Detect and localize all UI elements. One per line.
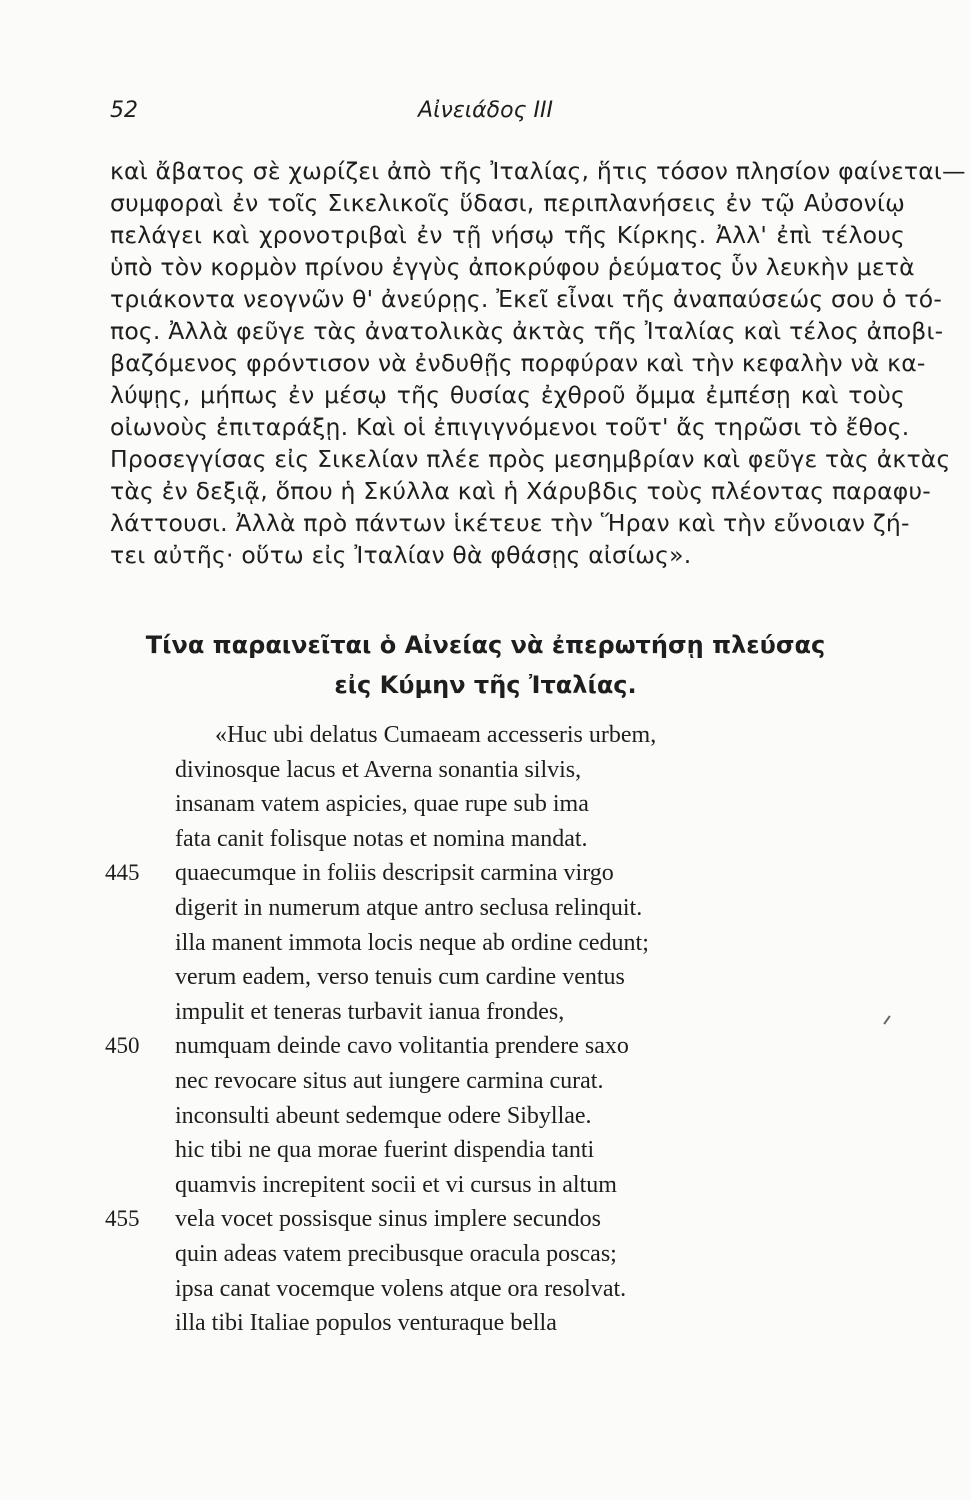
greek-line: Προσεγγίσας εἰς Σικελίαν πλέε πρὸς μεσημβρίαν καὶ φεῦγε τὰς ἀκτὰς [110,445,951,473]
verse-line [105,960,905,995]
verse-text: numquam deinde cavo volitantia prendere saxo [175,1033,629,1060]
greek-line-last: τει αὐτῆς· οὕτω εἰς Ἰταλίαν θὰ φθάσῃς αἰσίως». [110,541,692,569]
verse-line [105,822,905,857]
verse-line [105,753,905,788]
verse-text: quaecumque in foliis descripsit carmina virgo [175,860,614,887]
verse-line [105,1237,905,1272]
verse-text: hic tibi ne qua morae fuerint dispendia tanti [175,1137,595,1164]
verse-text: inconsulti abeunt sedemque odere Sibyllae. [175,1102,592,1129]
verse-line [105,1133,905,1168]
verse-line [105,787,905,822]
greek-line: τὰς ἐν δεξιᾷ, ὅπου ἡ Σκύλλα καὶ ἡ Χάρυβδις τοὺς πλέοντας παραφυ- [110,477,931,505]
verse-line [105,1168,905,1203]
line-number: 455 [105,1206,140,1232]
greek-line: τριάκοντα νεογνῶν θ' ἀνεύρῃς. Ἐκεῖ εἶναι τῆς ἀναπαύσεώς σου ὁ τό- [110,285,943,313]
greek-line: πελάγει καὶ χρονοτριβαὶ ἐν τῇ νήσῳ τῆς Κίρκης. Ἀλλ' ἐπὶ τέλους [110,221,905,249]
greek-line: βαζόμενος φρόντισον νὰ ἐνδυθῇς πορφύραν καὶ τὴν κεφαλὴν νὰ κα- [110,349,926,377]
greek-line: ὑπὸ τὸν κορμὸν πρίνου ἐγγὺς ἀποκρύφου ῥεύματος ὗν λευκὴν μετὰ [110,253,915,281]
verse-text: verum eadem, verso tenuis cum cardine ventus [175,964,625,991]
greek-line: λάττουσι. Ἀλλὰ πρὸ πάντων ἱκέτευε τὴν Ἥραν καὶ τὴν εὔνοιαν ζή- [110,509,910,537]
verse-line [105,1202,905,1237]
verse-text: «Huc ubi delatus Cumaeam accesseris urbem, [215,722,657,748]
verse-text: quamvis increpitent socii et vi cursus in altum [175,1171,617,1198]
verse-line [105,995,905,1030]
greek-prose-paragraph [110,155,966,571]
section-heading [0,625,971,705]
verse-line [105,856,905,891]
page-number: 52 [110,98,138,123]
verse-text: illa tibi Italiae populos venturaque bella [175,1310,557,1337]
greek-line: καὶ ἄβατος σὲ χωρίζει ἀπὸ τῆς Ἰταλίας, ἥτις τόσον πλησίον φαίνεται— [110,157,966,185]
greek-line: οἰωνοὺς ἐπιταράξῃ. Καὶ οἱ ἐπιγιγνόμενοι τοῦτ' ἄς τηρῶσι τὸ ἔθος. [110,413,910,441]
verse-text: illa manent immota locis neque ab ordine cedunt; [175,929,649,956]
verse-line [105,718,905,753]
verse-text: insanam vatem aspicies, quae rupe sub ima [175,791,589,818]
verse-line [105,1099,905,1134]
verse-text: ipsa canat vocemque volens atque ora resolvat. [175,1275,627,1302]
greek-line: λύψῃς, μήπως ἐν μέσῳ τῆς θυσίας ἐχθροῦ ὄμμα ἐμπέσῃ καὶ τοὺς [110,381,905,409]
greek-line: συμφοραὶ ἐν τοῖς Σικελικοῖς ὕδασι, περιπλανήσεις ἐν τῷ Αὐσονίῳ [110,189,905,217]
verse-text: fata canit folisque notas et nomina mandat. [175,825,588,852]
verse-line [105,1306,905,1341]
verse-text: quin adeas vatem precibusque oracula poscas; [175,1240,617,1267]
verse-text: digerit in numerum atque antro seclusa relinquit. [175,894,643,921]
greek-line: πος. Ἀλλὰ φεῦγε τὰς ἀνατολικὰς ἀκτὰς τῆς Ἰταλίας καὶ τέλος ἀποβι- [110,317,944,345]
verse-line [105,1064,905,1099]
line-number: 445 [105,860,140,886]
section-heading-line: εἰς Κύμην τῆς Ἰταλίας. [334,671,637,699]
line-number: 450 [105,1033,140,1059]
section-heading-line: Τίνα παραινεῖται ὁ Αἰνείας νὰ ἐπερωτήσῃ πλεύσας [145,631,826,659]
verse-text: vela vocet possisque sinus implere secundos [175,1206,601,1233]
verse-line [105,1029,905,1064]
verse-line [105,926,905,961]
verse-text: nec revocare situs aut iungere carmina curat. [175,1067,604,1094]
verse-line [105,891,905,926]
verse-text: divinosque lacus et Averna sonantia silvis, [175,756,582,783]
verse-line [105,1272,905,1307]
latin-verse-block [105,718,905,1341]
verse-text: impulit et teneras turbavit ianua frondes, [175,998,565,1025]
running-title: Αἰνειάδος III [418,98,553,123]
